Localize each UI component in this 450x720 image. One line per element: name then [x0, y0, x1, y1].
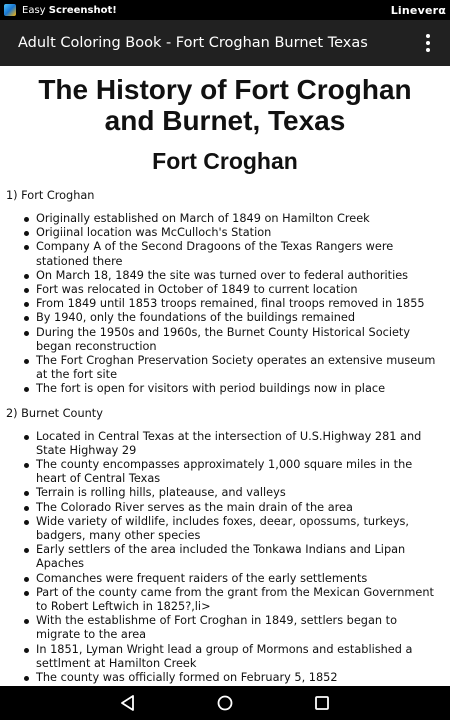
list-item: Originally established on March of 1849 on Hamilton Creek [36, 212, 444, 226]
navigation-bar [0, 686, 450, 720]
list-item: The Fort Croghan Preservation Society operates an extensive museum at the fort site [36, 354, 444, 382]
list-item: The fort is open for visitors with period buildings now in place [36, 382, 444, 396]
status-bar [0, 0, 450, 20]
list-item: During the 1950s and 1960s, the Burnet County Historical Society began reconstruction [36, 326, 444, 354]
section-title: 2) Burnet County [6, 406, 103, 420]
list-item: In 1851, Lyman Wright lead a group of Mormons and established a settlment at Hamilton Creek [36, 643, 444, 671]
list-item: Origiinal location was McCulloch's Station [36, 226, 444, 240]
list-item: Early settlers of the area included the Tonkawa Indians and Lipan Apaches [36, 543, 444, 571]
app-bar [0, 20, 450, 66]
screenshot-app-icon [4, 4, 16, 16]
list-item: The Colorado River serves as the main drain of the area [36, 501, 444, 515]
home-icon[interactable] [213, 691, 237, 715]
list-item: Comanches were frequent raiders of the early settlements [36, 572, 444, 586]
list-item: Wide variety of wildlife, includes foxes, deear, opossums, turkeys, badgers, many other species [36, 515, 444, 543]
list-item: The county was officially formed on February 5, 1852 [36, 671, 444, 685]
page-subheading: Fort Croghan [152, 148, 298, 174]
list-item: Company A of the Second Dragoons of the Texas Rangers were stationed there [36, 240, 444, 268]
status-app-name [22, 5, 391, 16]
list-item: The county encompasses approximately 1,000 square miles in the heart of Central Texas [36, 458, 444, 486]
section-title: 1) Fort Croghan [6, 189, 95, 202]
list-item: Located in Central Texas at the intersection of U.S.Highway 281 and State Highway 29 [36, 430, 444, 458]
web-content[interactable] [0, 66, 450, 686]
brand-label: Lineverα [390, 3, 446, 17]
list-item: Part of the county came from the grant from the Mexican Government to Robert Leftwich in 1825?,li> [36, 586, 444, 614]
sections [6, 189, 444, 685]
status-app-name-bold: Screenshot! [48, 4, 117, 16]
list-item: From 1849 until 1853 troops remained, final troops removed in 1855 [36, 297, 444, 311]
app-bar-title: Adult Coloring Book - Fort Croghan Burnet Texas [18, 35, 368, 51]
bullet-list [6, 430, 444, 686]
back-icon[interactable] [116, 691, 140, 715]
list-item: By 1940, only the foundations of the buildings remained [36, 311, 444, 325]
list-item: On March 18, 1849 the site was turned over to federal authorities [36, 269, 444, 283]
list-item: Terrain is rolling hills, plateause, and valleys [36, 486, 444, 500]
list-item: With the establishme of Fort Croghan in 1849, settlers began to migrate to the area [36, 614, 444, 642]
list-item: Fort was relocated in October of 1849 to current location [36, 283, 444, 297]
page-heading: The History of Fort Croghan and Burnet, Texas [38, 74, 412, 136]
recents-icon[interactable] [310, 691, 334, 715]
status-app-name-prefix: Easy [22, 4, 49, 16]
overflow-menu-icon[interactable] [418, 28, 438, 58]
bullet-list [6, 212, 444, 397]
